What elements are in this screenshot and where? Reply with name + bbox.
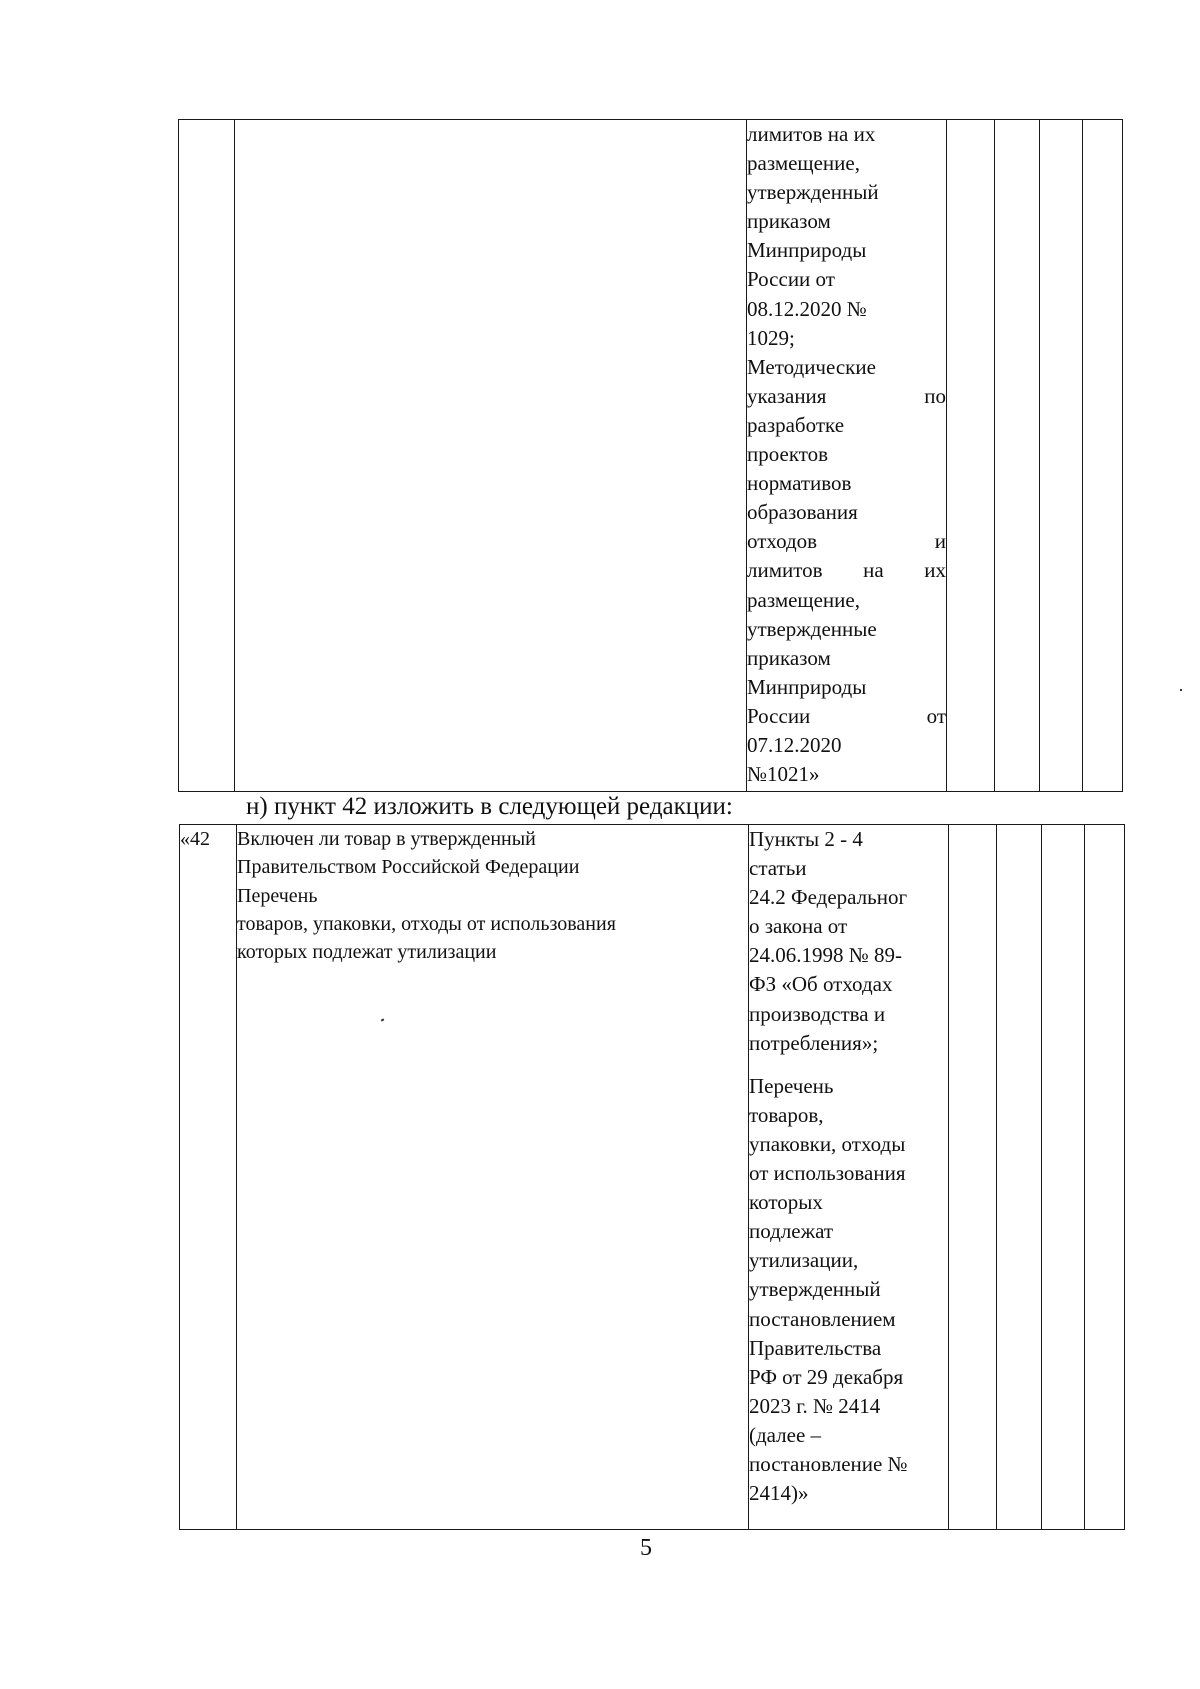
answer-cell-no bbox=[997, 825, 1042, 1530]
text-line: приказом bbox=[747, 645, 831, 670]
table-row bbox=[179, 120, 1123, 792]
text-line: 08.12.2020 № bbox=[747, 296, 867, 321]
text-line: Правительства bbox=[749, 1335, 882, 1360]
text-line bbox=[747, 556, 946, 585]
text-line: постановлением bbox=[749, 1306, 896, 1331]
text-line: 24.2 Федеральног bbox=[749, 885, 908, 910]
text-line: лимитов на их bbox=[747, 122, 876, 146]
text-line: Включен ли товар в утвержденный bbox=[237, 828, 536, 850]
notes-cell bbox=[1085, 825, 1125, 1530]
text-line: которых подлежат утилизации bbox=[237, 941, 497, 964]
paragraph-gap bbox=[749, 1058, 948, 1072]
question-cell bbox=[237, 825, 749, 1530]
text-line: постановление № bbox=[749, 1451, 908, 1476]
text-word: лимитов bbox=[747, 558, 823, 583]
text-line bbox=[747, 527, 946, 556]
table-row bbox=[180, 825, 1125, 1530]
text-line: №1021» bbox=[747, 762, 820, 787]
question-cell bbox=[235, 120, 747, 792]
text-line: размещение, bbox=[747, 151, 860, 176]
text-line: товаров, bbox=[749, 1102, 824, 1127]
text-line: ФЗ «Об отходах bbox=[749, 972, 893, 997]
text-line: приказом bbox=[747, 209, 831, 234]
text-word: по bbox=[924, 383, 946, 408]
answer-cell-na bbox=[1042, 825, 1085, 1530]
text-line: о закона от bbox=[749, 914, 848, 939]
answer-cell-yes bbox=[949, 825, 997, 1530]
text-line: Перечень bbox=[749, 1073, 834, 1098]
text-line: потребления»; bbox=[749, 1030, 879, 1055]
text-line: 1029; bbox=[747, 325, 795, 350]
text-line: Методические bbox=[747, 354, 876, 379]
amendment-subheading: н) пункт 42 изложить в следующей редакции: bbox=[246, 793, 733, 820]
text-line bbox=[747, 702, 946, 731]
text-line: утвержденный bbox=[749, 1277, 881, 1302]
text-line: упаковки, отходы bbox=[749, 1131, 906, 1156]
text-line: нормативов bbox=[747, 471, 852, 496]
text-line: подлежат bbox=[749, 1219, 834, 1244]
text-word: на bbox=[863, 558, 884, 583]
text-word: отходов bbox=[747, 529, 818, 554]
text-line: утвержденный bbox=[747, 180, 879, 205]
legal-reference-cell bbox=[747, 120, 947, 792]
text-line: 07.12.2020 bbox=[747, 732, 842, 757]
text-word: указания bbox=[747, 383, 827, 408]
text-line: Пункты 2 - 4 bbox=[749, 827, 863, 851]
table-item-42 bbox=[179, 824, 1125, 1530]
table-continuation bbox=[178, 119, 1123, 792]
text-line: Минприроды bbox=[747, 238, 867, 263]
notes-cell bbox=[1083, 120, 1123, 792]
text-word: от bbox=[926, 703, 946, 728]
text-word: их bbox=[924, 558, 946, 583]
text-line: утилизации, bbox=[749, 1248, 859, 1273]
text-line: от использования bbox=[749, 1161, 906, 1186]
answer-cell-no bbox=[995, 120, 1040, 792]
page-number: 5 bbox=[640, 1535, 652, 1561]
text-line: 24.06.1998 № 89- bbox=[749, 943, 903, 968]
text-line: разработке bbox=[747, 412, 845, 437]
text-word: и bbox=[934, 529, 946, 554]
text-line: 2023 г. № 2414 bbox=[749, 1393, 881, 1418]
text-line: Правительством Российской Федерации bbox=[237, 856, 580, 879]
text-line: которых bbox=[749, 1190, 823, 1215]
text-line bbox=[747, 382, 946, 411]
text-line: статьи bbox=[749, 856, 807, 881]
text-line: утвержденные bbox=[747, 616, 877, 641]
row-number: «42 bbox=[180, 828, 210, 850]
legal-reference-cell bbox=[749, 825, 949, 1530]
text-line: (далее – bbox=[749, 1422, 822, 1447]
text-line: образования bbox=[747, 500, 858, 525]
text-line: товаров, упаковки, отходы от использования bbox=[237, 912, 616, 935]
text-line: России от bbox=[747, 267, 835, 292]
answer-cell-yes bbox=[947, 120, 995, 792]
text-line: Перечень bbox=[237, 884, 318, 907]
text-line: Минприроды bbox=[747, 674, 867, 699]
row-number-cell bbox=[179, 120, 235, 792]
text-line: производства и bbox=[749, 1001, 886, 1026]
text-line: 2414)» bbox=[749, 1481, 809, 1506]
row-number-cell bbox=[180, 825, 237, 1530]
text-line: проектов bbox=[747, 442, 829, 467]
answer-cell-na bbox=[1040, 120, 1083, 792]
scan-speck bbox=[1180, 689, 1182, 691]
text-line: РФ от 29 декабря bbox=[749, 1364, 904, 1389]
text-line: размещение, bbox=[747, 587, 860, 612]
text-word: России bbox=[747, 703, 811, 728]
